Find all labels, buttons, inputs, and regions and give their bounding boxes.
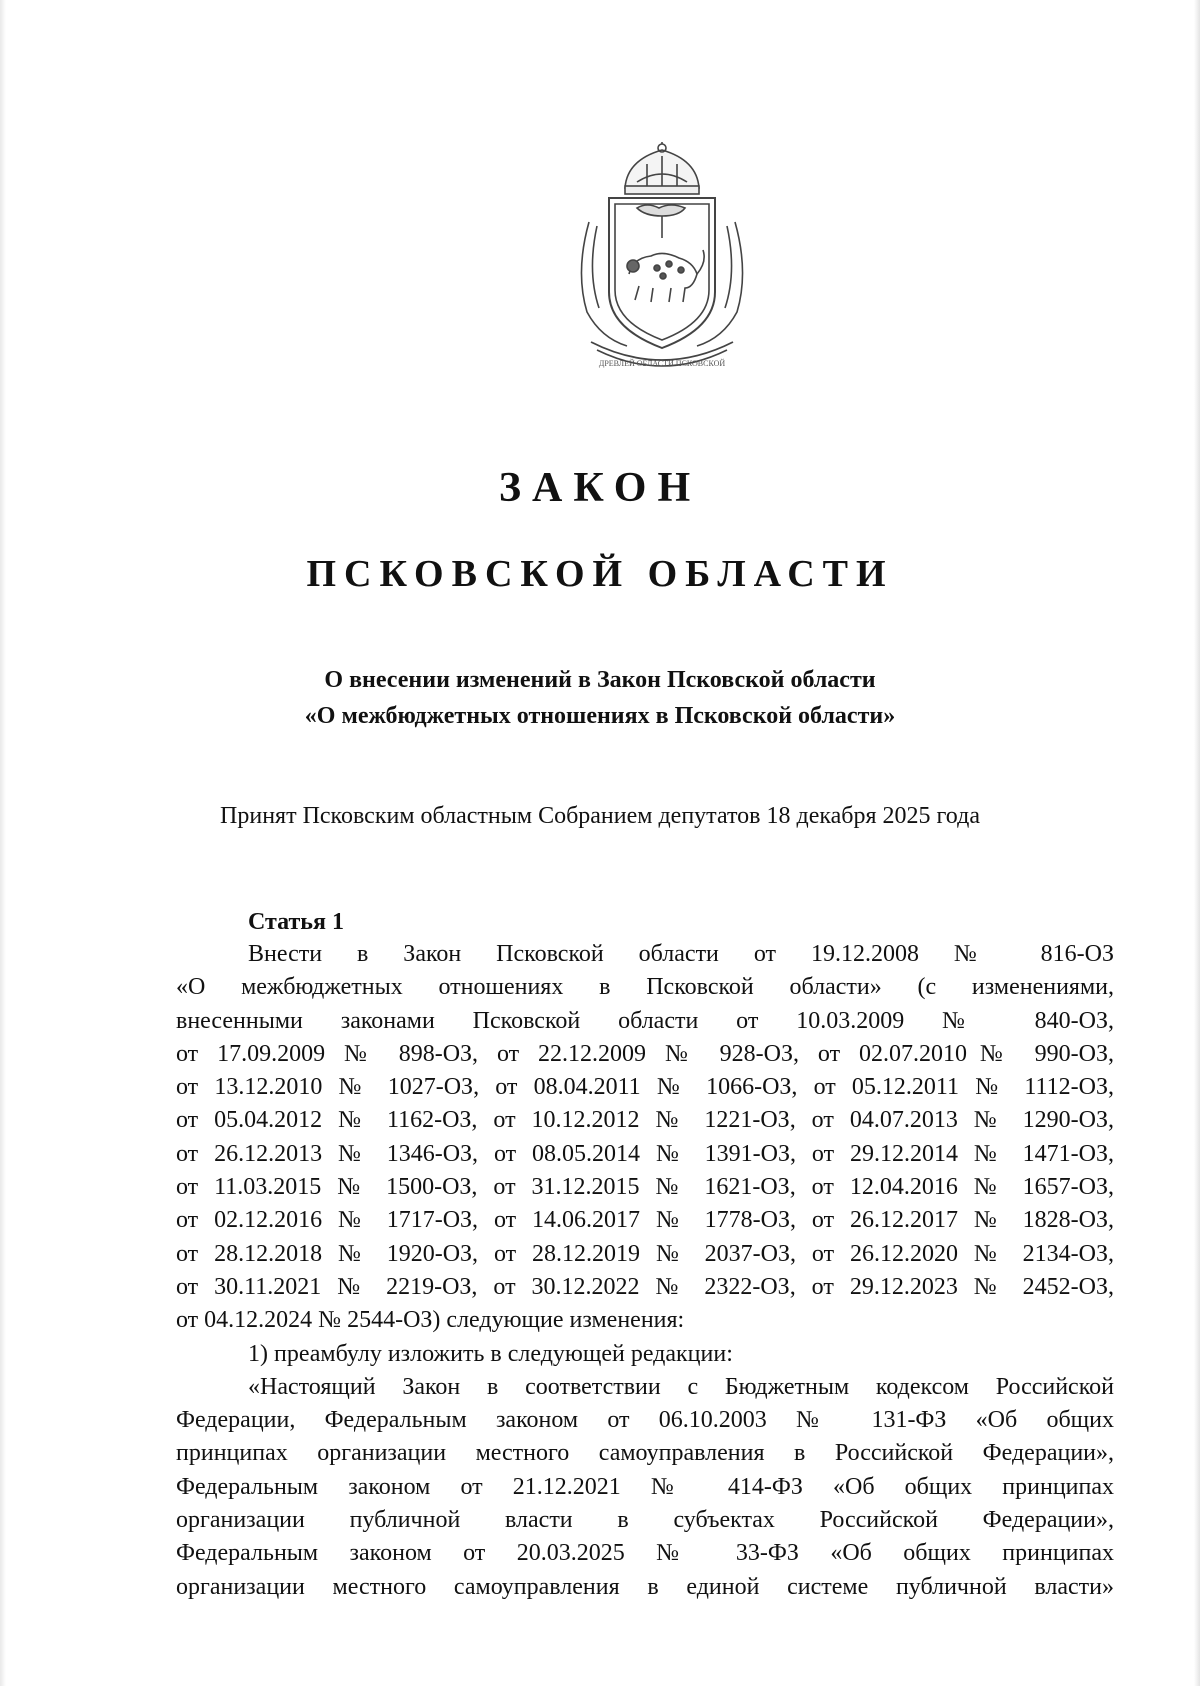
subject-line-2: «О межбюджетных отношениях в Псковской области» bbox=[304, 703, 896, 729]
article-line: от 28.12.2018 № 1920-ОЗ, от 28.12.2019 № 2037-ОЗ, от 26.12.2020 № 2134-ОЗ, bbox=[176, 1240, 1114, 1267]
coat-of-arms-emblem bbox=[567, 142, 757, 378]
region-heading: ПСКОВСКОЙ ОБЛАСТИ bbox=[306, 553, 894, 595]
preamble-line: «Настоящий Закон в соответствии с Бюджетным кодексом Российской bbox=[248, 1373, 1114, 1400]
article-line: от 02.12.2016 № 1717-ОЗ, от 14.06.2017 № 1778-ОЗ, от 26.12.2017 № 1828-ОЗ, bbox=[176, 1207, 1114, 1234]
adoption-note: Принят Псковским областным Собранием депутатов 18 декабря 2025 года bbox=[220, 803, 980, 829]
article-body bbox=[176, 938, 1114, 1604]
article-line: Внести в Закон Псковской области от 19.12.2008 № 816-ОЗ bbox=[248, 941, 1114, 967]
article-line: «О межбюджетных отношениях в Псковской области» (с изменениями, bbox=[176, 974, 1114, 1001]
preamble-line: Федеральным законом от 20.03.2025 № 33-ФЗ «Об общих принципах bbox=[176, 1540, 1114, 1567]
preamble-line: Федерации, Федеральным законом от 06.10.2003 № 131-ФЗ «Об общих bbox=[176, 1407, 1114, 1434]
preamble-line: Федеральным законом от 21.12.2021 № 414-ФЗ «Об общих принципах bbox=[176, 1473, 1114, 1500]
law-heading: ЗАКОН bbox=[498, 465, 702, 511]
subject-line-1: О внесении изменений в Закон Псковской области bbox=[324, 667, 876, 693]
emblem-motto: ДРЕВЛЕЙ ОБЛАСТИ ПСКОВСКОЙ bbox=[598, 359, 726, 368]
article-heading: Статья 1 bbox=[248, 909, 344, 935]
scan-edge-right bbox=[1194, 0, 1200, 1686]
preamble-line: принципах организации местного самоуправления в Российской Федерации», bbox=[176, 1440, 1114, 1467]
article-line: от 11.03.2015 № 1500-ОЗ, от 31.12.2015 № 1621-ОЗ, от 12.04.2016 № 1657-ОЗ, bbox=[176, 1174, 1114, 1201]
article-line: от 05.04.2012 № 1162-ОЗ, от 10.12.2012 № 1221-ОЗ, от 04.07.2013 № 1290-ОЗ, bbox=[176, 1107, 1114, 1134]
preamble-line: организации местного самоуправления в единой системе публичной власти» bbox=[176, 1573, 1114, 1600]
article-line: от 04.12.2024 № 2544-ОЗ) следующие изменения: bbox=[176, 1307, 685, 1334]
article-line: от 30.11.2021 № 2219-ОЗ, от 30.12.2022 № 2322-ОЗ, от 29.12.2023 № 2452-ОЗ, bbox=[176, 1273, 1114, 1300]
article-line: от 13.12.2010 № 1027-ОЗ, от 08.04.2011 № 1066-ОЗ, от 05.12.2011 № 1112-ОЗ, bbox=[176, 1074, 1114, 1101]
article-line: от 17.09.2009 № 898-ОЗ, от 22.12.2009 № 928-ОЗ, от 02.07.2010№ 990-ОЗ, bbox=[176, 1040, 1114, 1067]
scan-edge-left bbox=[0, 0, 6, 1686]
article-line: от 26.12.2013 № 1346-ОЗ, от 08.05.2014 № 1391-ОЗ, от 29.12.2014 № 1471-ОЗ, bbox=[176, 1140, 1114, 1167]
item-1-line: 1) преамбулу изложить в следующей редакции: bbox=[248, 1340, 733, 1367]
law-subject bbox=[0, 662, 1200, 734]
preamble-line: организации публичной власти в субъектах Российской Федерации», bbox=[176, 1507, 1114, 1534]
article-line: внесенными законами Псковской области от 10.03.2009 № 840-ОЗ, bbox=[176, 1007, 1114, 1034]
